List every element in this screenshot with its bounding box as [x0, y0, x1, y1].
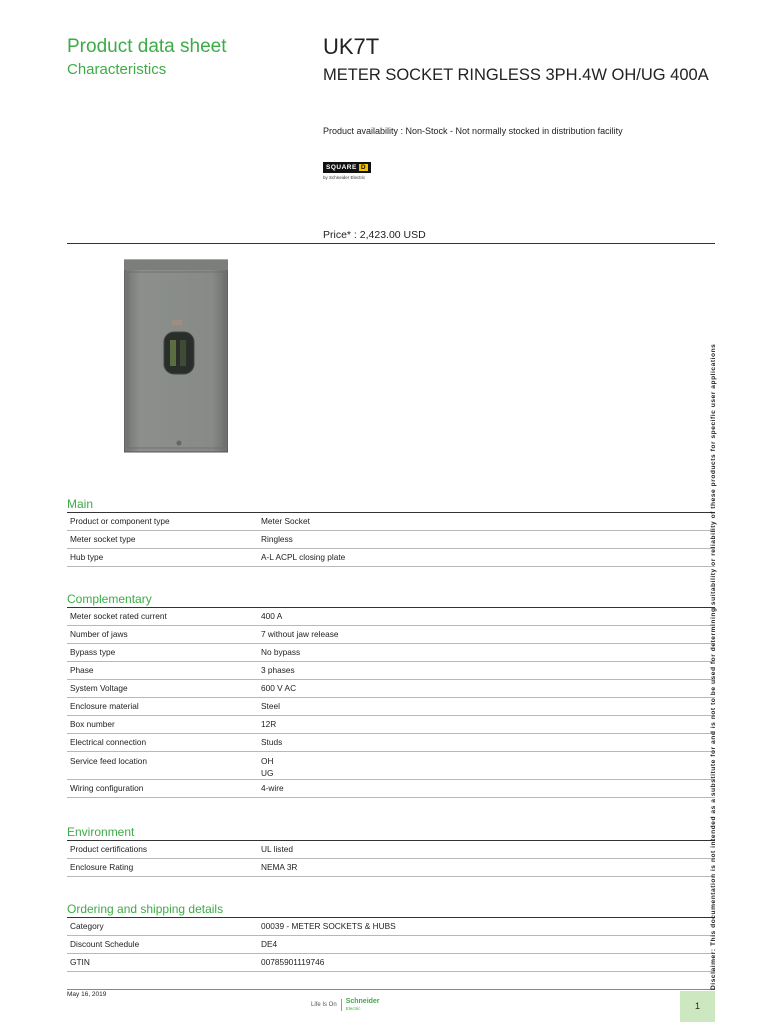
row-value: [258, 752, 715, 780]
table-row: [67, 954, 715, 972]
table-row: [67, 513, 715, 531]
row-value-line: OH: [261, 756, 274, 766]
table-row: [67, 549, 715, 567]
section-title-environment: Environment: [67, 825, 135, 839]
row-value: 00785901119746: [258, 954, 715, 972]
table-row: [67, 734, 715, 752]
row-value-line: UG: [261, 768, 274, 778]
footer-tagline: Life Is On: [311, 1002, 337, 1008]
row-value: 4-wire: [258, 780, 715, 798]
document-subtitle: Characteristics: [67, 61, 167, 78]
table-row: [67, 936, 715, 954]
row-label: Discount Schedule: [67, 936, 258, 954]
row-value: 12R: [258, 716, 715, 734]
product-availability: Product availability : Non-Stock - Not normally stocked in distribution facility: [323, 126, 623, 136]
row-label: Product or component type: [67, 513, 258, 531]
table-row: [67, 841, 715, 859]
row-label: Box number: [67, 716, 258, 734]
table-row: [67, 608, 715, 626]
row-label: Phase: [67, 662, 258, 680]
table-row: [67, 680, 715, 698]
header-divider: [67, 243, 715, 244]
square-d-logo: [323, 162, 371, 180]
row-label: Wiring configuration: [67, 780, 258, 798]
row-value: 400 A: [258, 608, 715, 626]
table-row: [67, 531, 715, 549]
row-value: Studs: [258, 734, 715, 752]
product-image: [124, 258, 228, 454]
row-label: Enclosure Rating: [67, 859, 258, 877]
logo-d: D: [360, 164, 367, 171]
row-label: Electrical connection: [67, 734, 258, 752]
footer-company: [346, 998, 380, 1012]
row-value: Ringless: [258, 531, 715, 549]
row-value: Meter Socket: [258, 513, 715, 531]
document-title: Product data sheet: [67, 36, 227, 57]
row-label: Meter socket rated current: [67, 608, 258, 626]
row-label: Bypass type: [67, 644, 258, 662]
row-label: System Voltage: [67, 680, 258, 698]
row-value: A-L ACPL closing plate: [258, 549, 715, 567]
schneider-electric-logo: [311, 998, 380, 1012]
ordering-table: [67, 917, 715, 972]
vertical-disclaimer: Disclaimer: This documentation is not intended as a substitute for and is not to be used for determining suitability or reliability of these products for specific user applications: [710, 343, 717, 990]
row-value: 3 phases: [258, 662, 715, 680]
row-value: Steel: [258, 698, 715, 716]
row-label: Hub type: [67, 549, 258, 567]
company-sub: Electric: [345, 1006, 361, 1011]
table-row: [67, 644, 715, 662]
row-value: NEMA 3R: [258, 859, 715, 877]
logo-text: SQUARE: [326, 164, 357, 171]
row-value: 600 V AC: [258, 680, 715, 698]
table-row: [67, 752, 715, 780]
table-row: [67, 626, 715, 644]
row-value: 7 without jaw release: [258, 626, 715, 644]
table-row: [67, 716, 715, 734]
table-row: [67, 780, 715, 798]
row-label: Number of jaws: [67, 626, 258, 644]
section-title-ordering: Ordering and shipping details: [67, 902, 224, 916]
section-title-complementary: Complementary: [67, 592, 152, 606]
row-label: Enclosure material: [67, 698, 258, 716]
row-value: 00039 - METER SOCKETS & HUBS: [258, 918, 715, 936]
row-label: Category: [67, 918, 258, 936]
product-code: UK7T: [323, 34, 380, 59]
footer-divider: [67, 989, 715, 990]
complementary-table: [67, 607, 715, 798]
row-label: Product certifications: [67, 841, 258, 859]
product-name: METER SOCKET RINGLESS 3PH.4W OH/UG 400A: [323, 66, 709, 84]
footer-date: May 16, 2019: [67, 991, 107, 998]
row-value: No bypass: [258, 644, 715, 662]
row-label: GTIN: [67, 954, 258, 972]
row-label: Meter socket type: [67, 531, 258, 549]
page-number: 1: [680, 991, 715, 1022]
table-row: [67, 918, 715, 936]
row-value: UL listed: [258, 841, 715, 859]
square-d-logo-mark: [323, 162, 371, 173]
logo-byline: by Schneider Electric: [323, 175, 366, 180]
price: Price* : 2,423.00 USD: [323, 229, 426, 241]
logo-separator: [341, 999, 342, 1011]
table-row: [67, 662, 715, 680]
section-title-main: Main: [67, 497, 94, 511]
table-row: [67, 859, 715, 877]
main-table: [67, 512, 715, 567]
company-name: Schneider: [345, 998, 380, 1005]
row-value: DE4: [258, 936, 715, 954]
row-label: Service feed location: [67, 752, 258, 780]
environment-table: [67, 840, 715, 877]
table-row: [67, 698, 715, 716]
